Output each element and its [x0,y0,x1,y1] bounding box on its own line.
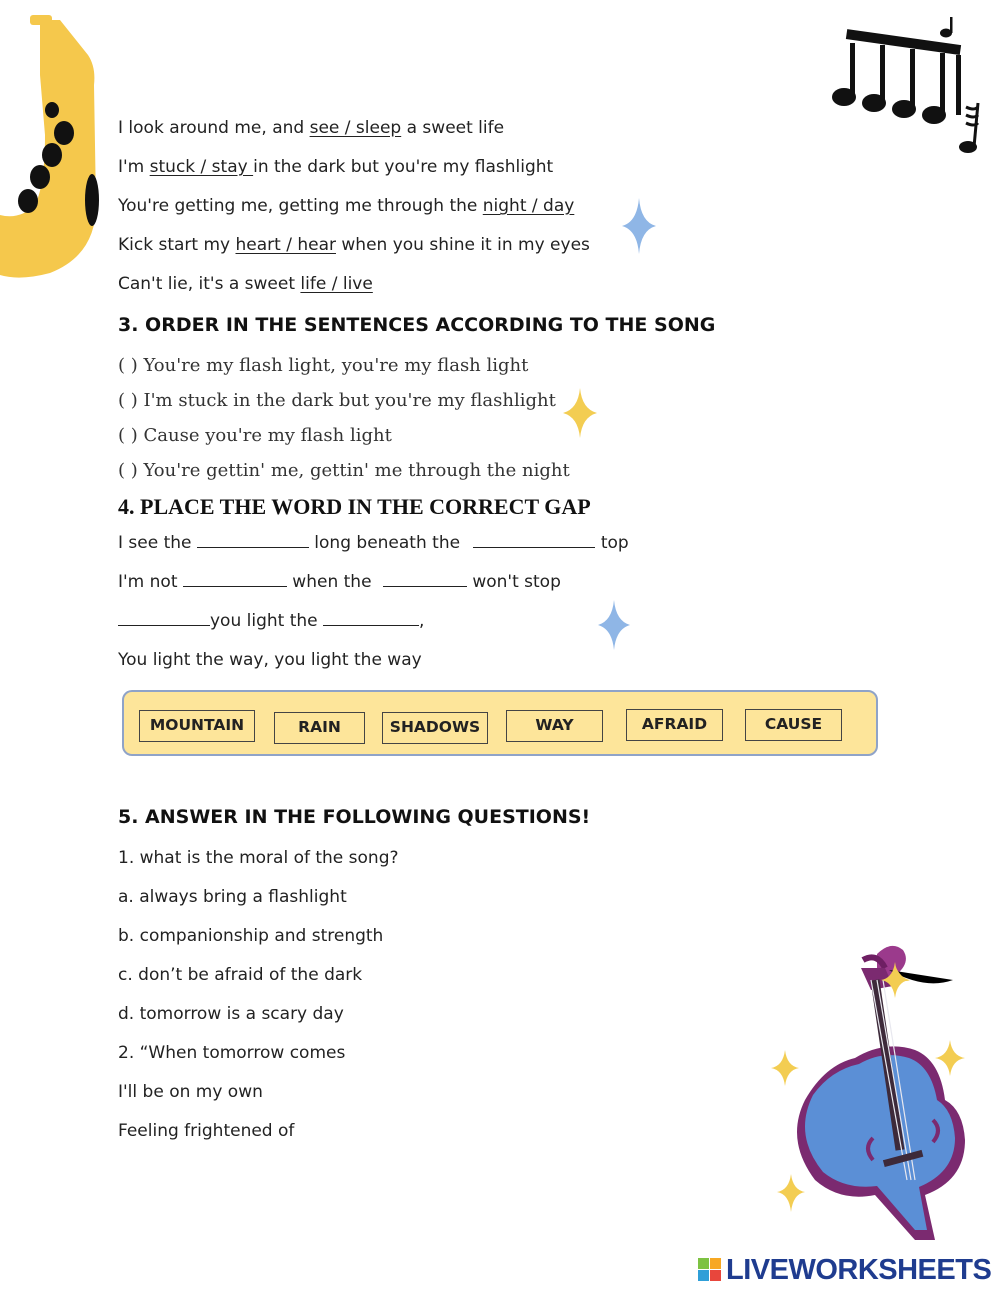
gap-text: won't stop [466,572,561,592]
section-5-heading: 5. ANSWER IN THE FOLLOWING QUESTIONS! [118,806,591,828]
question-line: 1. what is the moral of the song? [118,848,399,868]
lyric-text: Kick start my [118,235,236,255]
gap-blank[interactable] [118,611,210,626]
answer-option[interactable]: d. tomorrow is a scary day [118,1004,344,1024]
lyric-text: Can't lie, it's a sweet [118,274,301,294]
word-chip[interactable]: AFRAID [626,709,723,741]
question-line: 2. “When tomorrow comes [118,1043,346,1063]
liveworksheets-logo[interactable]: LIVEWORKSHEETS [726,1254,992,1286]
gap-text: I see the [118,533,197,553]
gap-blank[interactable] [197,533,309,548]
gap-text: you light the [210,611,324,631]
gap-text: top [595,533,629,553]
gap-line-1 [118,533,629,553]
lyric-text: a sweet life [401,118,505,138]
lyric-line [118,118,504,138]
word-bank [122,690,878,756]
lyric-text: when you shine it in my eyes [335,235,590,255]
question-line: Feeling frightened of [118,1121,295,1141]
word-chip[interactable]: RAIN [274,712,365,744]
lyric-text: in the dark but you're my flashlight [253,157,554,177]
sparkle-icon [622,198,656,254]
section-3-heading: 3. ORDER IN THE SENTENCES ACCORDING TO THE SONG [118,314,716,336]
question-line: I'll be on my own [118,1082,263,1102]
sparkle-icon [563,388,597,438]
lyric-line [118,274,373,294]
lyric-choice[interactable]: heart / hear [235,235,336,255]
answer-option[interactable]: b. companionship and strength [118,926,384,946]
order-item[interactable]: ( ) You're my flash light, you're my flash light [118,355,529,376]
lyric-choice[interactable]: stuck / stay [149,157,254,177]
section-4-heading: 4. PLACE THE WORD IN THE CORRECT GAP [118,494,591,519]
word-chip[interactable]: CAUSE [745,709,842,741]
gap-text: , [419,611,425,631]
order-item[interactable]: ( ) I'm stuck in the dark but you're my flashlight [118,390,556,411]
gap-text: I'm not [118,572,183,592]
lyric-choice[interactable]: see / sleep [309,118,402,138]
gap-line-3 [118,611,424,631]
order-item[interactable]: ( ) You're gettin' me, gettin' me through the night [118,460,570,481]
saxophone-illustration [0,15,110,280]
word-chip[interactable]: MOUNTAIN [139,710,255,742]
gap-line-2 [118,572,561,592]
lyric-text: You're getting me, getting me through the [118,196,483,216]
cello-illustration [765,940,990,1260]
lyric-text: I'm [118,157,150,177]
gap-blank[interactable] [323,611,419,626]
liveworksheets-logo-icon [698,1258,722,1282]
gap-text: long beneath the [308,533,466,553]
music-notes-icon [828,15,983,155]
word-chip[interactable]: SHADOWS [382,712,488,744]
gap-blank[interactable] [473,533,595,548]
sparkle-icon [598,600,630,650]
order-item[interactable]: ( ) Cause you're my flash light [118,425,392,446]
lyric-line [118,235,590,255]
lyric-text: I look around me, and [118,118,310,138]
gap-text: when the [286,572,377,592]
lyric-choice[interactable]: night / day [482,196,575,216]
lyric-line [118,196,574,216]
answer-option[interactable]: c. don’t be afraid of the dark [118,965,363,985]
answer-option[interactable]: a. always bring a flashlight [118,887,347,907]
gap-blank[interactable] [183,572,287,587]
gap-line-4: You light the way, you light the way [118,650,422,670]
gap-blank[interactable] [383,572,467,587]
lyric-line [118,157,553,177]
lyric-choice[interactable]: life / live [300,274,373,294]
word-chip[interactable]: WAY [506,710,603,742]
